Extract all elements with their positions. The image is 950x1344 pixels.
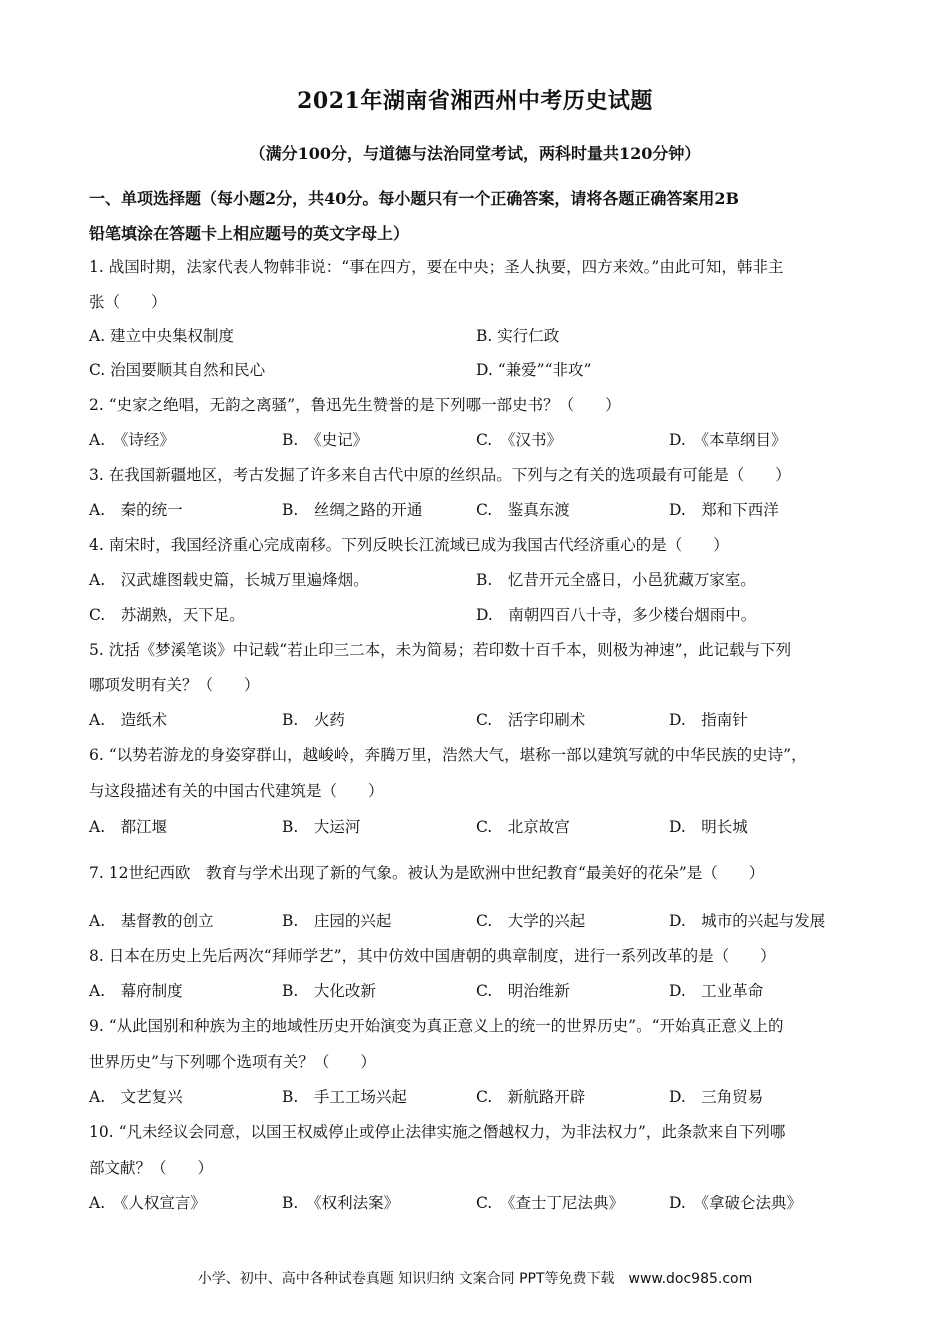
question-9-option-b: B. 手工工场兴起: [282, 1088, 407, 1106]
question-2-line-1: 2. “史家之绝唱，无韵之离骚”，鲁迅先生赞誉的是下列哪一部史书？（ ）: [89, 396, 621, 414]
question-10-option-a: A. 《人权宣言》: [89, 1194, 206, 1212]
question-1-line-1: 1. 战国时期，法家代表人物韩非说：“事在四方，要在中央；圣人执要，四方来效。”由此可知，韩非主: [89, 258, 784, 276]
question-6-option-d: D. 明长城: [669, 818, 748, 836]
exam-subtitle: （满分100分，与道德与法治同堂考试，两科时量共120分钟）: [249, 144, 701, 163]
question-9-line-2: 世界历史”与下列哪个选项有关？（ ）: [89, 1053, 376, 1071]
section-heading-line-2: 铅笔填涂在答题卡上相应题号的英文字母上）: [89, 224, 410, 243]
question-1-option-a: A. 建立中央集权制度: [89, 327, 235, 345]
question-4-option-a: A. 汉武雄图载史篇，长城万里遍烽烟。: [89, 571, 369, 589]
question-1-option-c: C. 治国要顺其自然和民心: [89, 361, 266, 379]
question-2-option-c: C. 《汉书》: [476, 431, 562, 449]
question-5-line-1: 5. 沈括《梦溪笔谈》中记载“若止印三二本，未为简易；若印数十百千本，则极为神速”，此记载与下列: [89, 641, 792, 659]
question-2-option-a: A. 《诗经》: [89, 431, 175, 449]
question-6-line-2: 与这段描述有关的中国古代建筑是（ ）: [89, 782, 384, 800]
exam-title: 2021年湖南省湘西州中考历史试题: [297, 88, 653, 114]
question-9-option-a: A. 文艺复兴: [89, 1088, 183, 1106]
question-8-option-b: B. 大化改新: [282, 982, 376, 1000]
question-10-line-2: 部文献？（ ）: [89, 1159, 214, 1177]
question-5-option-d: D. 指南针: [669, 711, 748, 729]
question-10-option-b: B. 《权利法案》: [282, 1194, 400, 1212]
question-7-option-c: C. 大学的兴起: [476, 912, 586, 930]
question-8-option-d: D. 工业革命: [669, 982, 764, 1000]
question-5-option-c: C. 活字印刷术: [476, 711, 586, 729]
question-10-line-1: 10. “凡未经议会同意，以国王权威停止或停止法律实施之僭越权力，为非法权力”，此条款来自下列哪: [89, 1123, 786, 1141]
question-6-line-1: 6. “以势若游龙的身姿穿群山，越峻岭，奔腾万里，浩然大气，堪称一部以建筑写就的中华民族的史诗”，: [89, 746, 807, 764]
page-footer: 小学、初中、高中各种试卷真题 知识归纳 文案合同 PPT等免费下载 www.doc985.com: [197, 1271, 753, 1287]
question-2-option-b: B. 《史记》: [282, 431, 369, 449]
question-4-option-d: D. 南朝四百八十寺，多少楼台烟雨中。: [476, 606, 757, 624]
question-2-option-d: D. 《本草纲目》: [669, 431, 787, 449]
question-10-option-d: D. 《拿破仑法典》: [669, 1194, 803, 1212]
question-9-option-d: D. 三角贸易: [669, 1088, 764, 1106]
question-7-option-a: A. 基督教的创立: [89, 912, 214, 930]
question-5-line-2: 哪项发明有关？（ ）: [89, 676, 260, 694]
question-6-option-b: B. 大运河: [282, 818, 361, 836]
question-3-option-b: B. 丝绸之路的开通: [282, 501, 423, 519]
question-5-option-b: B. 火药: [282, 711, 345, 729]
question-7-line-1: 7. 12世纪西欧 教育与学术出现了新的气象。被认为是欧洲中世纪教育“最美好的花朵”是（ ）: [89, 864, 765, 882]
question-1-option-d: D. “兼爱”“非攻”: [476, 361, 592, 379]
question-8-option-c: C. 明治维新: [476, 982, 570, 1000]
question-9-line-1: 9. “从此国别和种族为主的地域性历史开始演变为真正意义上的统一的世界历史”。“开始真正意义上的: [89, 1017, 784, 1035]
question-4-option-b: B. 忆昔开元全盛日，小邑犹藏万家室。: [476, 571, 756, 589]
question-7-option-b: B. 庄园的兴起: [282, 912, 392, 930]
question-9-option-c: C. 新航路开辟: [476, 1088, 586, 1106]
question-5-option-a: A. 造纸术: [89, 711, 168, 729]
question-3-option-c: C. 鉴真东渡: [476, 501, 570, 519]
question-10-option-c: C. 《查士丁尼法典》: [476, 1194, 624, 1212]
question-4-option-c: C. 苏湖熟，天下足。: [89, 606, 245, 624]
question-8-option-a: A. 幕府制度: [89, 982, 183, 1000]
question-3-option-d: D. 郑和下西洋: [669, 501, 779, 519]
question-4-line-1: 4. 南宋时，我国经济重心完成南移。下列反映长江流域已成为我国古代经济重心的是（ ）: [89, 536, 729, 554]
section-heading-line-1: 一、单项选择题（每小题2分，共40分。每小题只有一个正确答案，请将各题正确答案用2B: [89, 189, 740, 208]
question-1-line-2: 张（ ）: [89, 293, 167, 311]
question-3-line-1: 3. 在我国新疆地区，考古发掘了许多来自古代中原的丝织品。下列与之有关的选项最有可能是（ ）: [89, 466, 791, 484]
question-6-option-c: C. 北京故宫: [476, 818, 570, 836]
question-3-option-a: A. 秦的统一: [89, 501, 183, 519]
question-1-option-b: B. 实行仁政: [476, 327, 560, 345]
question-7-option-d: D. 城市的兴起与发展: [669, 912, 826, 930]
question-8-line-1: 8. 日本在历史上先后两次“拜师学艺”，其中仿效中国唐朝的典章制度，进行一系列改革的是（ ）: [89, 947, 776, 965]
question-6-option-a: A. 都江堰: [89, 818, 168, 836]
